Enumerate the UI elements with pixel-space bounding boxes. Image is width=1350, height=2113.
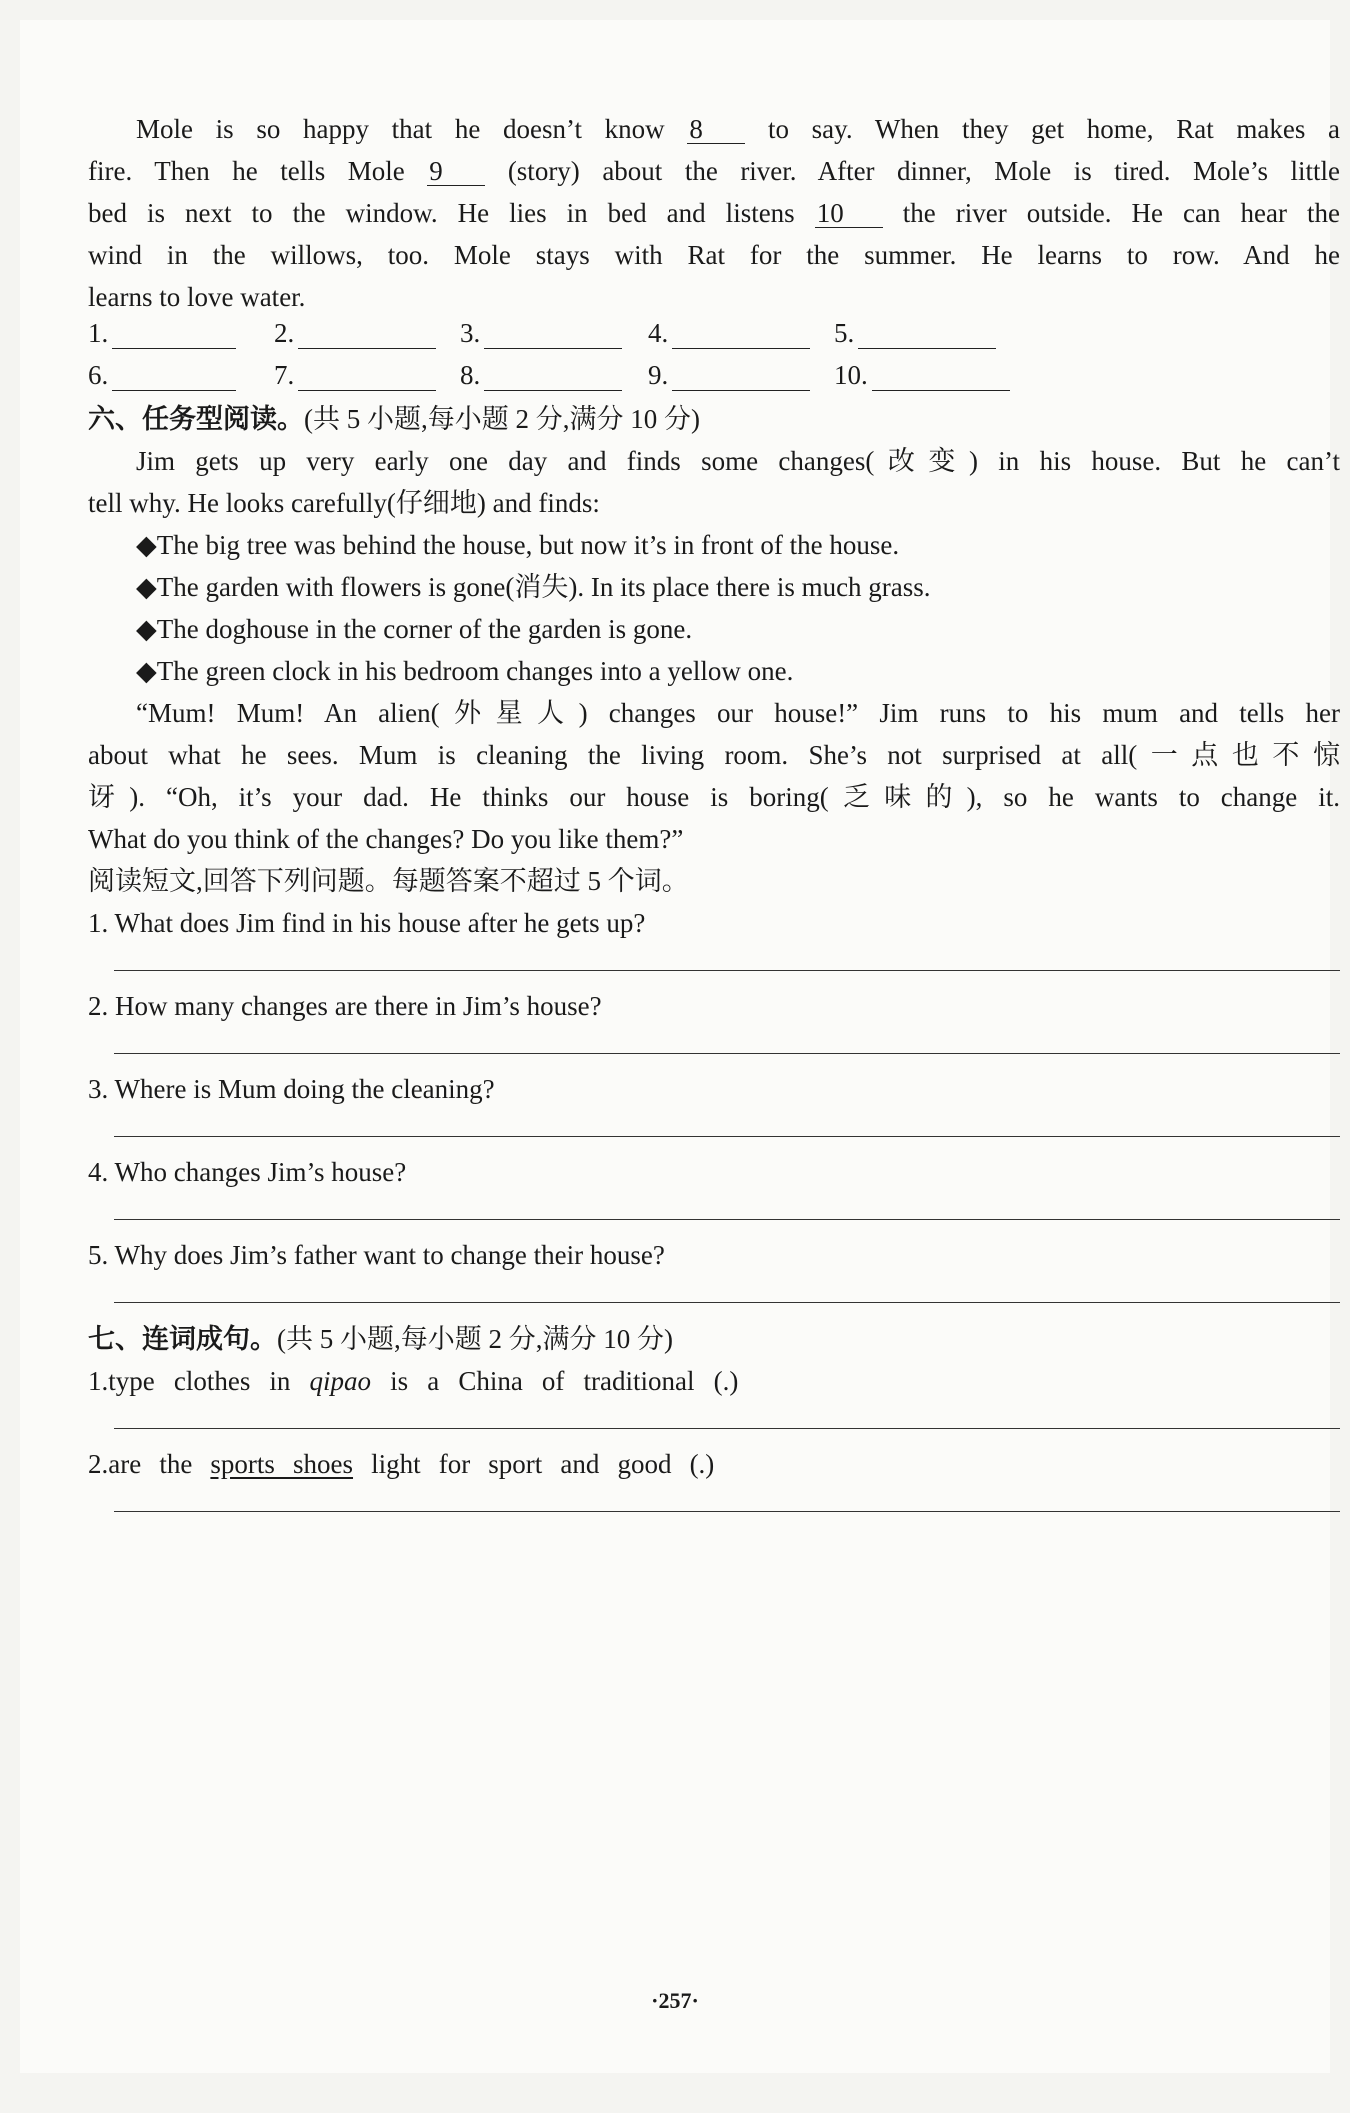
passage-line-4: wind in the willows, too. Mole stays with Rat for the summer. He learns to row. And he — [88, 240, 1340, 270]
answer-line-q3[interactable] — [114, 1136, 1340, 1137]
s6-question-1: 1. What does Jim find in his house after he gets up? — [88, 908, 646, 938]
answer-line-q4[interactable] — [114, 1219, 1340, 1220]
answer-blank-2[interactable]: 2. — [274, 318, 436, 349]
passage-line-3: bed is next to the window. He lies in bed and listens 10 the river outside. He can hear the — [88, 198, 1341, 228]
s6-paragraph-1-line-1: Jim gets up very early one day and finds some changes(改变) in his house. But he can’t — [136, 446, 1340, 476]
section-6-heading: 六、任务型阅读。(共 5 小题,每小题 2 分,满分 10 分) — [88, 404, 700, 434]
blank-8: 8 — [687, 115, 745, 144]
s6-paragraph-2-line-1: “Mum! Mum! An alien(外星人) changes our house!” Jim runs to his mum and tells her — [136, 698, 1340, 728]
word-tile: are — [108, 1449, 142, 1479]
s6-question-4: 4. Who changes Jim’s house? — [88, 1157, 407, 1187]
word-tile: (.) — [713, 1366, 739, 1396]
word-tile: of — [541, 1366, 565, 1396]
answer-blank-3[interactable]: 3. — [460, 318, 622, 349]
answer-line-q2[interactable] — [114, 1053, 1340, 1054]
blank-9: 9 — [427, 157, 485, 186]
answer-blank-8[interactable]: 8. — [460, 360, 622, 391]
bullet-4: ◆The green clock in his bedroom changes into a yellow one. — [136, 656, 794, 686]
answer-blank-5[interactable]: 5. — [834, 318, 996, 349]
answer-blank-10[interactable]: 10. — [834, 360, 1010, 391]
answer-blank-1[interactable]: 1. — [88, 318, 236, 349]
s6-question-5: 5. Why does Jim’s father want to change their house? — [88, 1240, 665, 1270]
word-tile: and — [560, 1449, 600, 1479]
word-tile: sport — [488, 1449, 543, 1479]
answer-line-q1[interactable] — [114, 970, 1340, 971]
word-tile: a — [427, 1366, 440, 1396]
s6-paragraph-2-line-4: What do you think of the changes? Do you like them?” — [88, 824, 684, 854]
page-number: ·257· — [651, 1988, 699, 2013]
s6-paragraph-1-line-2: tell why. He looks carefully(仔细地) and finds: — [88, 488, 600, 518]
answer-line-q5[interactable] — [114, 1302, 1340, 1303]
answer-blank-9[interactable]: 9. — [648, 360, 810, 391]
word-tile: China — [458, 1366, 523, 1396]
word-tile: is — [390, 1366, 409, 1396]
word-tile: for — [438, 1449, 471, 1479]
word-tile: in — [269, 1366, 291, 1396]
word-tile: traditional — [583, 1366, 695, 1396]
s6-instruction: 阅读短文,回答下列问题。每题答案不超过 5 个词。 — [88, 866, 689, 896]
word-tile: qipao — [309, 1366, 372, 1396]
word-tile: sports shoes — [210, 1449, 354, 1479]
s7-question-2: 2.are the sports shoes light for sport and good (.) — [88, 1449, 715, 1479]
s6-question-3: 3. Where is Mum doing the cleaning? — [88, 1074, 495, 1104]
answer-blank-6[interactable]: 6. — [88, 360, 236, 391]
s6-paragraph-2-line-3: 讶). “Oh, it’s your dad. He thinks our house is boring(乏味的), so he wants to change it. — [88, 782, 1340, 812]
passage-line-2: fire. Then he tells Mole 9 (story) about the river. After dinner, Mole is tired. Mole’s little — [88, 156, 1341, 186]
s6-question-2: 2. How many changes are there in Jim’s house? — [88, 991, 602, 1021]
answer-row-2 — [88, 360, 1340, 394]
word-tile: clothes — [173, 1366, 251, 1396]
word-tile: the — [159, 1449, 193, 1479]
section-7-heading: 七、连词成句。(共 5 小题,每小题 2 分,满分 10 分) — [88, 1324, 673, 1354]
answer-blank-7[interactable]: 7. — [274, 360, 436, 391]
passage-line-5: learns to love water. — [88, 282, 306, 312]
word-tile: type — [108, 1366, 155, 1396]
bullet-3: ◆The doghouse in the corner of the garden is gone. — [136, 614, 693, 644]
worksheet-page — [20, 20, 1341, 2073]
word-tile: good — [617, 1449, 672, 1479]
answer-row-1 — [88, 318, 1340, 352]
s6-paragraph-2-line-2: about what he sees. Mum is cleaning the living room. She’s not surprised at all(一点也不惊 — [88, 740, 1340, 770]
bullet-2: ◆The garden with flowers is gone(消失). In its place there is much grass. — [136, 572, 931, 602]
answer-blank-4[interactable]: 4. — [648, 318, 810, 349]
bullet-1: ◆The big tree was behind the house, but now it’s in front of the house. — [136, 530, 900, 560]
answer-line-s7-q1[interactable] — [114, 1428, 1340, 1429]
blank-10: 10 — [815, 199, 883, 228]
answer-line-s7-q2[interactable] — [114, 1511, 1340, 1512]
s7-question-1: 1.type clothes in qipao is a China of traditional (.) — [88, 1366, 739, 1396]
word-tile: light — [371, 1449, 421, 1479]
word-tile: (.) — [689, 1449, 715, 1479]
passage-line-1: Mole is so happy that he doesn’t know 8 to say. When they get home, Rat makes a — [136, 114, 1340, 144]
